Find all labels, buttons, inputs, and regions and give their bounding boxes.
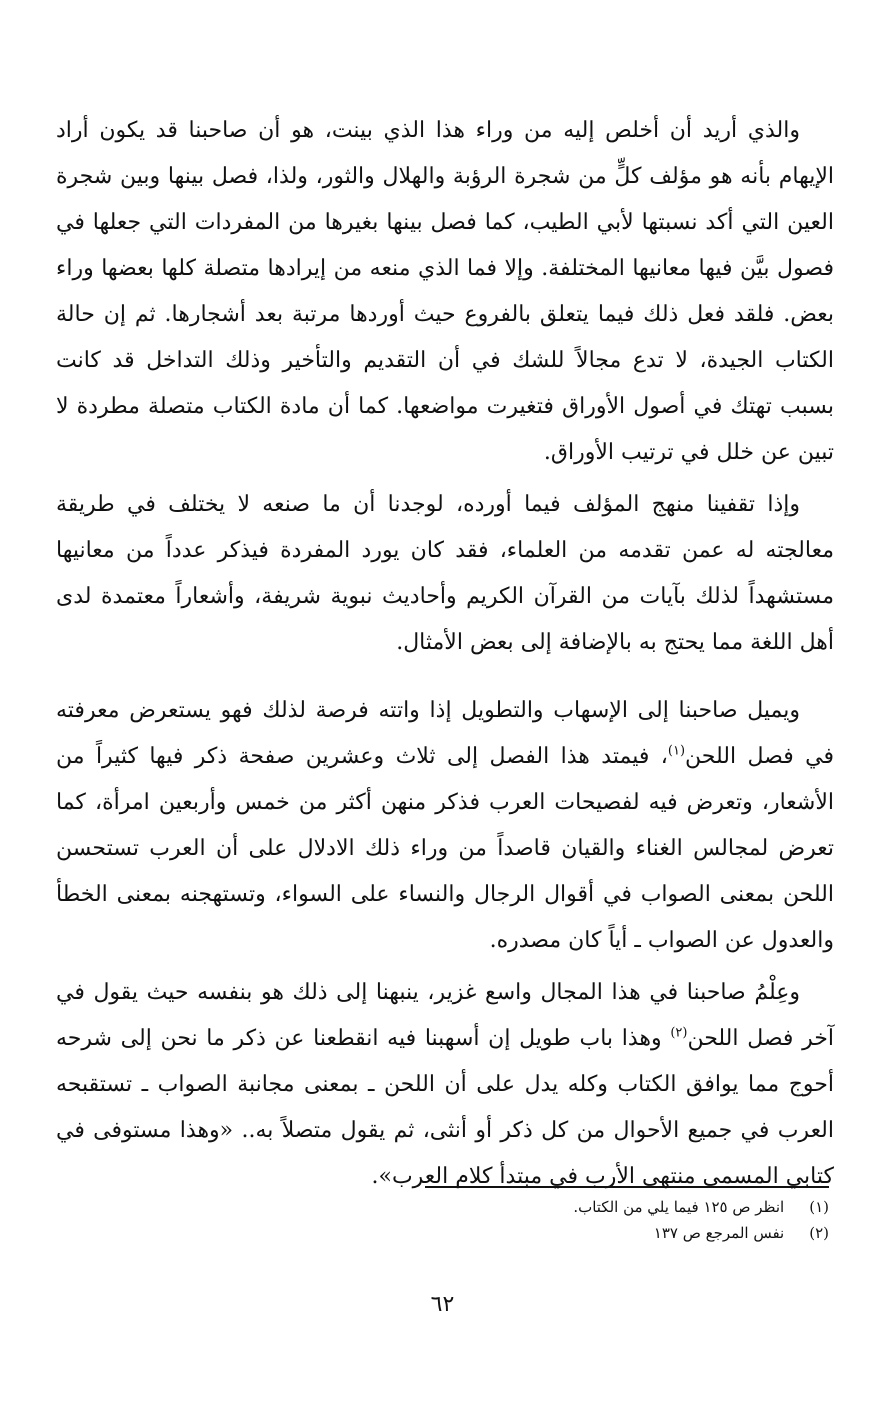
footnote-2-text: نفس المرجع ص ١٣٧	[653, 1224, 785, 1242]
footnotes	[309, 1194, 829, 1246]
footnote-2	[309, 1220, 829, 1246]
paragraph-1	[56, 108, 834, 476]
footnote-2-number: (٢)	[809, 1224, 829, 1242]
paragraph-2-text: وإذا تقفينا منهج المؤلف فيما أورده، لوجدنا أن ما صنعه لا يختلف في طريقة معالجته له عمن تقدمه من العلماء، فقد كان يورد المفردة فيذكر عدداً من معانيها مستشهداً لذلك بآيات من القرآن الكريم وأحاديث نبوية شريفة، وأشعاراً معتمدة لدى أهل اللغة مما يحتج به بالإضافة إلى بعض الأمثال.	[56, 492, 834, 655]
paragraph-4	[56, 970, 834, 1200]
paragraph-3	[56, 688, 834, 964]
footnote-ref-2[interactable]: (٢)	[670, 1025, 688, 1041]
paragraph-4-text-a: وعِلْمُ صاحبنا في هذا المجال واسع غزير، ينبهنا إلى ذلك هو بنفسه حيث يقول في آخر فصل اللحن	[56, 980, 834, 1051]
paragraph-2	[56, 482, 834, 666]
footnote-1-text: انظر ص ١٢٥ فيما يلي من الكتاب.	[573, 1198, 785, 1216]
body-text	[56, 108, 834, 1200]
footnote-divider	[425, 1186, 829, 1188]
footnote-ref-1[interactable]: (١)	[667, 743, 686, 759]
page-number: ٦٢	[430, 1292, 455, 1317]
footnote-1	[309, 1194, 829, 1220]
paragraph-1-text: والذي أريد أن أخلص إليه من وراء هذا الذي بينت، هو أن صاحبنا قد يكون أراد الإيهام بأنه هو مؤلف كلٍّ من شجرة الرؤبة والهلال والثور، ولذا، فصل بينها وبين شجرة العين التي أكد نسبتها لأبي الطيب، كما فصل بينها بغيرها من المفردات التي جعلها في فصول بيَّن فيها معانيها المختلفة. وإلا فما الذي منعه من إيرادها متصلة كلها بعضها وراء بعض. فلقد فعل ذلك فيما يتعلق بالفروع حيث أوردها مرتبة بعد أشجارها. ثم إن حالة الكتاب الجيدة، لا تدع مجالاً للشك في أن التقديم والتأخير وذلك التداخل قد كانت بسبب تهتك في أصول الأوراق فتغيرت مواضعها. كما أن مادة الكتاب متصلة مطردة لا تبين عن خلل في ترتيب الأوراق.	[56, 118, 834, 465]
footnote-1-number: (١)	[809, 1198, 829, 1216]
paragraph-3-text-a: ويميل صاحبنا إلى الإسهاب والتطويل إذا واتته فرصة لذلك فهو يستعرض معرفته في فصل اللحن	[56, 698, 834, 769]
paragraph-4-text-b: وهذا باب طويل إن أسهبنا فيه انقطعنا عن ذكر ما نحن إلى شرحه أحوج مما يوافق الكتاب وكله يدل على أن اللحن ـ بمعنى مجانبة الصواب ـ تستقبحه العرب في جميع الأحوال من كل ذكر أو أنثى، ثم يقول متصلاً به.. «وهذا مستوفى في كتابي المسمى منتهى الأرب في مبتدأ كلام العرب».	[56, 1026, 834, 1189]
paragraph-3-text-b: ، فيمتد هذا الفصل إلى ثلاث وعشرين صفحة ذكر فيها كثيراً من الأشعار، وتعرض فيه لفصيحات العرب فذكر منهن أكثر من خمس وأربعين امرأة، كما تعرض لمجالس الغناء والقيان قاصداً من وراء ذلك الادلال على أن العرب تستحسن اللحن بمعنى الصواب في أقوال الرجال والنساء على السواء، وتستهجنه بمعنى الخطأ والعدول عن الصواب ـ أياً كان مصدره.	[56, 744, 834, 953]
